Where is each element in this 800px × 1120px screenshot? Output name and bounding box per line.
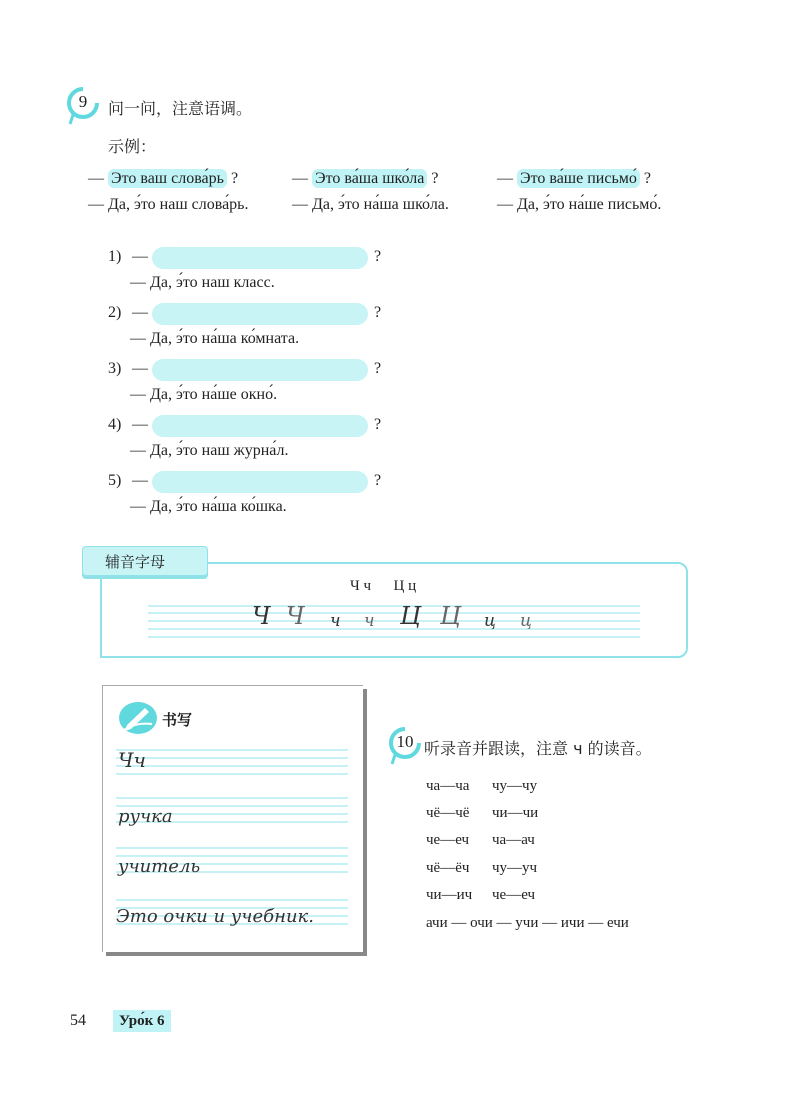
item-dash: — xyxy=(132,304,148,321)
writing-title: 书写 xyxy=(162,711,193,729)
question-mark: ? xyxy=(374,360,382,377)
highlighted-phrase: Это ваш слова́рь xyxy=(108,169,227,188)
syllable-pair: ча—ча xyxy=(426,778,470,794)
printed-letters: Ч ч Ц ц xyxy=(350,578,417,594)
lesson-label-text: Уро́к 6 xyxy=(119,1013,165,1029)
cursive-letter-upper-ts: Ц xyxy=(400,602,421,630)
exercise-10-instruction: 听录音并跟读，注意 ч 的读音。 xyxy=(424,739,652,758)
example-label: 示例： xyxy=(108,137,157,156)
example-answer-1: — Да, э́то наш слова́рь. xyxy=(88,196,249,213)
cursive-letter-lower-ts: ц xyxy=(484,611,496,631)
item-answer: — Да, э́то на́ша ко́мната. xyxy=(130,330,300,347)
question-mark: ? xyxy=(374,472,382,489)
item-answer: — Да, э́то наш класс. xyxy=(130,274,275,291)
item-answer: — Да, э́то наш журна́л. xyxy=(130,442,289,459)
item-number: 1) xyxy=(108,248,122,265)
syllable-pair: ча—ач xyxy=(492,832,535,848)
exercise-number: 10 xyxy=(396,732,414,751)
example-answer-2: — Да, э́то на́ша шко́ла. xyxy=(292,196,449,213)
exercise-9-instruction: 问一问，注意语调。 xyxy=(108,99,253,118)
exercise-number: 9 xyxy=(78,92,88,111)
cursive-letter-upper-ch-traced: Ч xyxy=(286,602,305,630)
syllable-pair: чу—чу xyxy=(492,778,538,794)
cursive-letter-lower-ts-traced: ц xyxy=(520,611,532,631)
answer-blank[interactable] xyxy=(152,359,368,381)
item-dash: — xyxy=(132,360,148,377)
consonant-tab-label: 辅音字母 xyxy=(105,553,166,571)
cursive-letter-upper-ts-traced: Ц xyxy=(440,602,461,630)
syllable-pair: чё—чё xyxy=(426,805,470,821)
page-number: 54 xyxy=(70,1012,86,1029)
lesson-label xyxy=(113,1010,171,1032)
cursive-letter-lower-ch-traced: ч xyxy=(364,611,375,631)
syllable-pair: че—еч xyxy=(426,832,470,848)
writing-line-2: ручка xyxy=(118,806,173,827)
question-mark: ? xyxy=(374,304,382,321)
consonant-tab xyxy=(82,546,208,576)
item-number: 5) xyxy=(108,472,122,489)
item-dash: — xyxy=(132,472,148,489)
exercise-9-badge xyxy=(68,88,100,120)
item-number: 4) xyxy=(108,416,122,433)
writing-header xyxy=(118,700,238,736)
syllable-pair: че—еч xyxy=(492,887,536,903)
cursive-letter-lower-ch: ч xyxy=(330,611,341,631)
writing-line-3: учитель xyxy=(118,856,201,877)
question-mark: ? xyxy=(374,248,382,265)
question-mark: ? xyxy=(374,416,382,433)
item-answer: — Да, э́то на́ше окно́. xyxy=(130,386,278,403)
exercise-10-badge xyxy=(390,728,422,760)
consonant-ruled-lines xyxy=(148,605,640,639)
example-answer-3: — Да, э́то на́ше письмо́. xyxy=(497,196,662,213)
answer-blank[interactable] xyxy=(152,415,368,437)
writing-line-1: Чч xyxy=(118,748,146,772)
syllable-pair: чё—ёч xyxy=(426,860,470,876)
pen-icon xyxy=(118,700,158,736)
example-question-3: — Это ва́ше письмо́ ? xyxy=(497,170,651,187)
writing-line-4: Это очки и учебник. xyxy=(116,906,315,927)
syllable-pair: чу—уч xyxy=(492,860,538,876)
item-dash: — xyxy=(132,416,148,433)
answer-blank[interactable] xyxy=(152,471,368,493)
cursive-letter-upper-ch: Ч xyxy=(252,602,271,630)
item-number: 2) xyxy=(108,304,122,321)
example-question-1: — Это ваш слова́рь ? xyxy=(88,170,239,187)
syllable-chain: ачи — очи — учи — ичи — ечи xyxy=(426,915,629,931)
example-question-2: — Это ва́ша шко́ла ? xyxy=(292,170,439,187)
syllable-pair: чи—ич xyxy=(426,887,473,903)
highlighted-phrase: Это ва́ша шко́ла xyxy=(312,169,427,188)
item-answer: — Да, э́то на́ша ко́шка. xyxy=(130,498,287,515)
syllable-pair: чи—чи xyxy=(492,805,539,821)
answer-blank[interactable] xyxy=(152,303,368,325)
highlighted-phrase: Это ва́ше письмо́ xyxy=(517,169,640,188)
item-dash: — xyxy=(132,248,148,265)
answer-blank[interactable] xyxy=(152,247,368,269)
item-number: 3) xyxy=(108,360,122,377)
